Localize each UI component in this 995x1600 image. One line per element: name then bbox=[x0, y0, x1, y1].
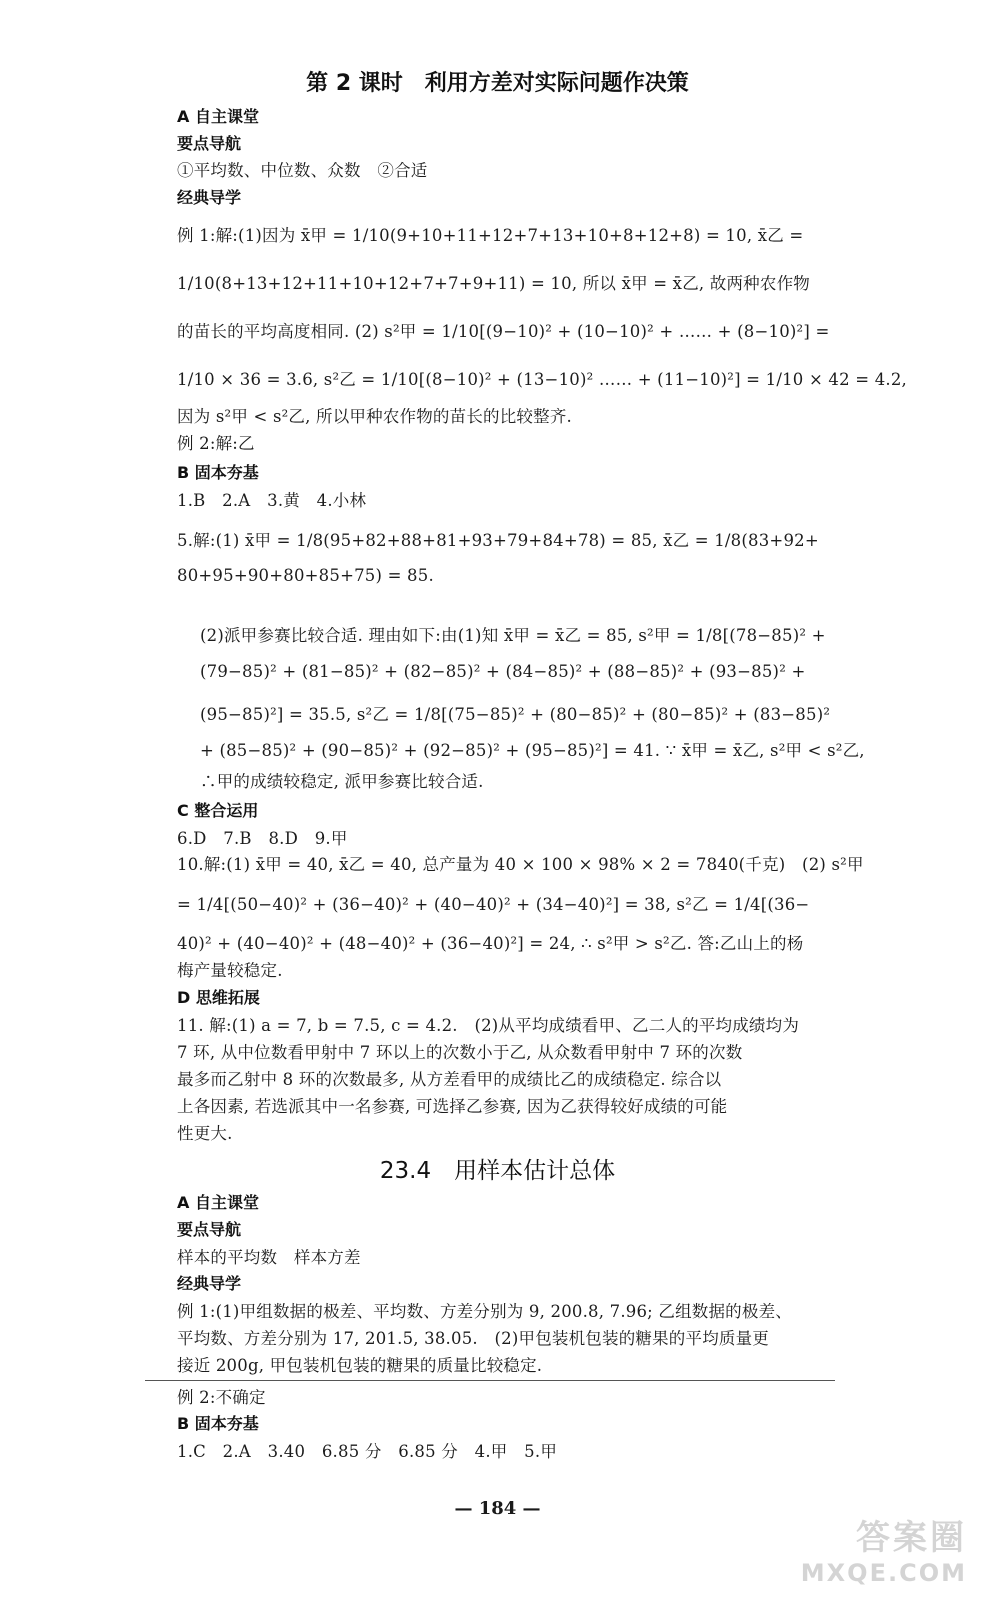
classic-guide-label: 经典导学 bbox=[177, 188, 242, 207]
answer-line: (79−85)² + (81−85)² + (82−85)² + (84−85)² + (88−85)² + (93−85)² + bbox=[200, 662, 806, 681]
answer-line: 上各因素, 若选派其中一名参赛, 可选择乙参赛, 因为乙获得较好成绩的可能 bbox=[177, 1097, 728, 1116]
example-line: 例 2:不确定 bbox=[177, 1388, 266, 1407]
watermark-logo bbox=[787, 1510, 967, 1588]
answer-line: 性更大. bbox=[177, 1124, 233, 1143]
answer-line: 5.解:(1) x̄甲 = 1/8(95+82+88+81+93+79+84+78) = 85, x̄乙 = 1/8(83+92+ bbox=[177, 531, 819, 550]
lesson-title: 第 2 课时 利用方差对实际问题作决策 bbox=[306, 71, 689, 96]
answer-line: 7 环, 从中位数看甲射中 7 环以上的次数小于乙, 从众数看甲射中 7 环的次数 bbox=[177, 1043, 743, 1062]
answer-line: 11. 解:(1) a = 7, b = 7.5, c = 4.2. (2)从平均成绩看甲、乙二人的平均成绩均为 bbox=[177, 1016, 800, 1035]
example-line: 接近 200g, 甲包装机包装的糖果的质量比较稳定. bbox=[177, 1356, 543, 1375]
answer-line: = 1/4[(50−40)² + (36−40)² + (40−40)² + (34−40)²] = 38, s²乙 = 1/4[(36− bbox=[177, 895, 810, 914]
section-b-heading: B 固本夯基 bbox=[177, 1414, 259, 1433]
classic-guide-label: 经典导学 bbox=[177, 1274, 242, 1293]
example-line: 例 1:(1)甲组数据的极差、平均数、方差分别为 9, 200.8, 7.96; 乙组数据的极差、 bbox=[177, 1302, 792, 1321]
key-points-label: 要点导航 bbox=[177, 134, 242, 153]
watermark-url: MXQE.COM bbox=[800, 1559, 967, 1587]
answer-line: (2)派甲参赛比较合适. 理由如下:由(1)知 x̄甲 = x̄乙 = 85, s²甲 = 1/8[(78−85)² + bbox=[200, 626, 826, 645]
section-title: 23.4 用样本估计总体 bbox=[379, 1158, 616, 1184]
example-line: 例 1:解:(1)因为 x̄甲 = 1/10(9+10+11+12+7+13+10+8+12+8) = 10, x̄乙 = bbox=[177, 226, 804, 245]
page-number: — 184 — bbox=[454, 1498, 541, 1519]
answer-line: 最多而乙射中 8 环的次数最多, 从方差看甲的成绩比乙的成绩稳定. 综合以 bbox=[177, 1070, 722, 1089]
section-b-heading: B 固本夯基 bbox=[177, 463, 259, 482]
section-d-heading: D 思维拓展 bbox=[177, 988, 260, 1007]
answer-line: ∴甲的成绩较稳定, 派甲参赛比较合适. bbox=[200, 772, 484, 791]
watermark-text: 答案圈 bbox=[856, 1518, 967, 1558]
key-points-text: ①平均数、中位数、众数 ②合适 bbox=[177, 161, 428, 180]
answer-line: (95−85)²] = 35.5, s²乙 = 1/8[(75−85)² + (80−85)² + (80−85)² + (83−85)² bbox=[200, 705, 831, 724]
section-a-heading: A 自主课堂 bbox=[177, 1193, 259, 1212]
answer-line: 梅产量较稳定. bbox=[177, 961, 283, 980]
answer-line: 1.B 2.A 3.黄 4.小林 bbox=[177, 491, 367, 510]
answer-line: 6.D 7.B 8.D 9.甲 bbox=[177, 829, 348, 848]
example-line: 平均数、方差分别为 17, 201.5, 38.05. (2)甲包装机包装的糖果的平均质量更 bbox=[177, 1329, 770, 1348]
example-line: 1/10(8+13+12+11+10+12+7+7+9+11) = 10, 所以 x̄甲 = x̄乙, 故两种农作物 bbox=[177, 274, 810, 293]
example-line: 因为 s²甲 < s²乙, 所以甲种农作物的苗长的比较整齐. bbox=[177, 407, 572, 426]
answer-line: 40)² + (40−40)² + (48−40)² + (36−40)²] = 24, ∴ s²甲 > s²乙. 答:乙山上的杨 bbox=[177, 934, 804, 953]
answer-line: + (85−85)² + (90−85)² + (92−85)² + (95−85)²] = 41. ∵ x̄甲 = x̄乙, s²甲 < s²乙, bbox=[200, 741, 865, 760]
key-points-text: 样本的平均数 样本方差 bbox=[177, 1248, 361, 1267]
answer-line: 1.C 2.A 3.40 6.85 分 6.85 分 4.甲 5.甲 bbox=[177, 1442, 558, 1461]
key-points-label: 要点导航 bbox=[177, 1220, 242, 1239]
section-c-heading: C 整合运用 bbox=[177, 801, 259, 820]
example-line: 的苗长的平均高度相同. (2) s²甲 = 1/10[(9−10)² + (10−10)² + …… + (8−10)²] = bbox=[177, 322, 830, 341]
section-a-heading: A 自主课堂 bbox=[177, 107, 259, 126]
answer-line: 80+95+90+80+85+75) = 85. bbox=[177, 566, 434, 585]
divider bbox=[145, 1380, 835, 1381]
example-line: 例 2:解:乙 bbox=[177, 434, 255, 453]
answer-line: 10.解:(1) x̄甲 = 40, x̄乙 = 40, 总产量为 40 × 100 × 98% × 2 = 7840(千克) (2) s²甲 bbox=[177, 855, 864, 874]
example-line: 1/10 × 36 = 3.6, s²乙 = 1/10[(8−10)² + (13−10)² …… + (11−10)²] = 1/10 × 42 = 4.2, bbox=[177, 370, 908, 389]
